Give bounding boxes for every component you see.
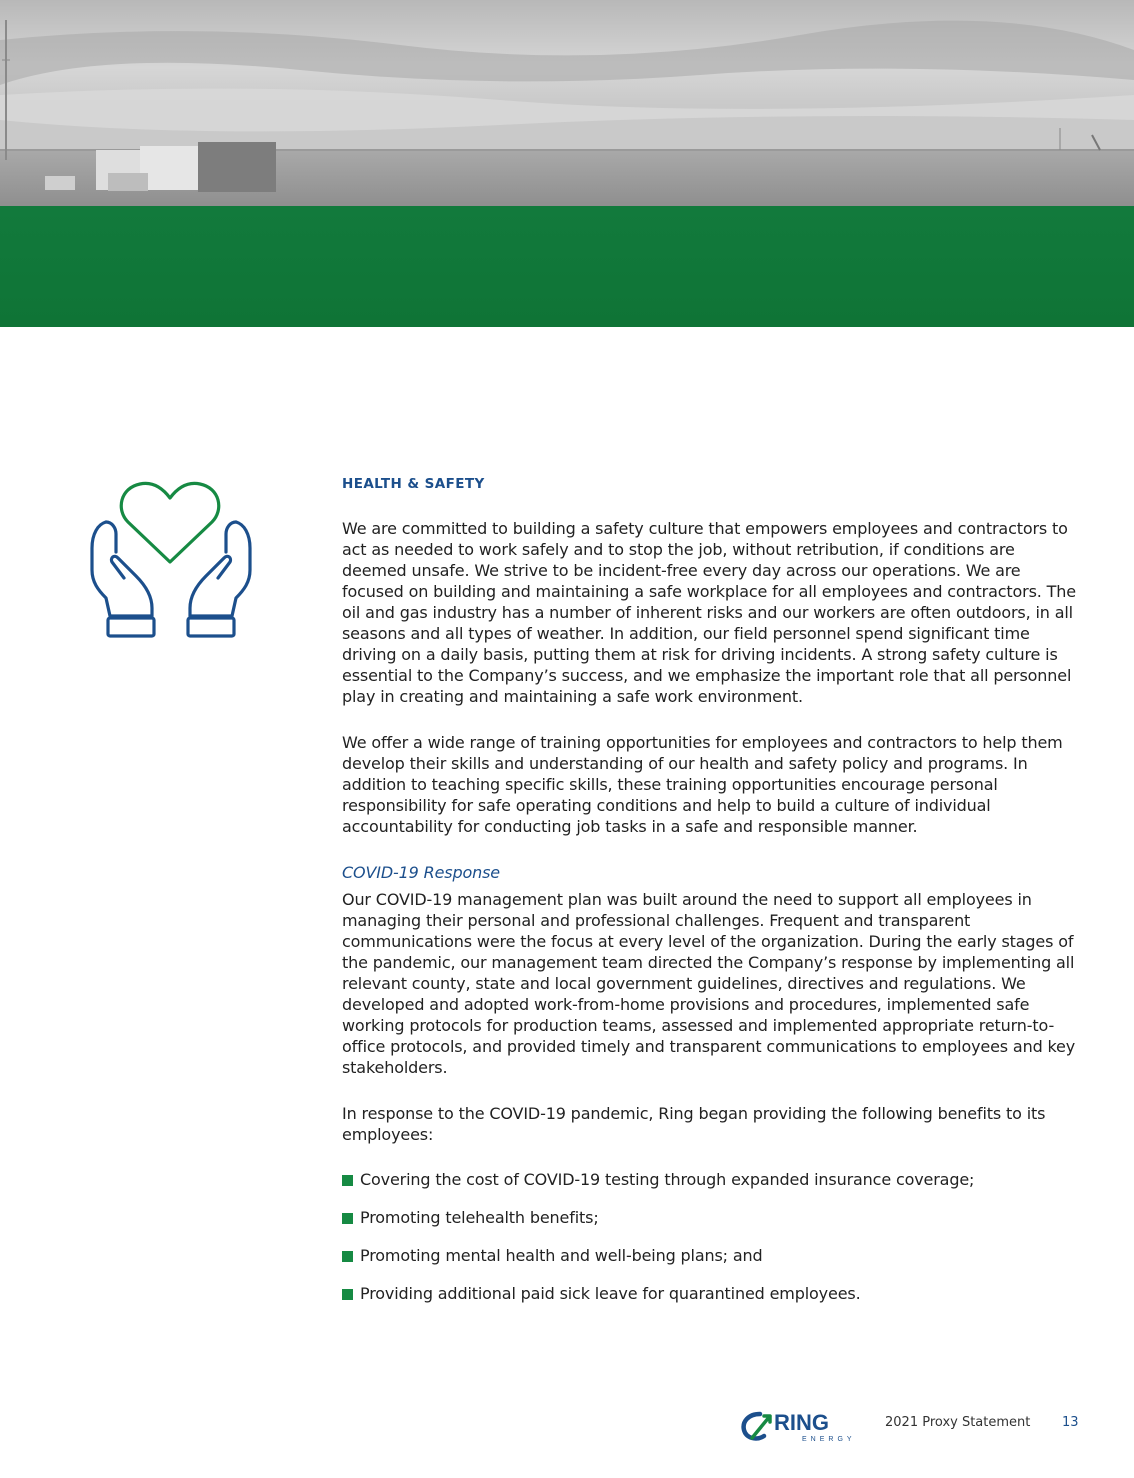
benefits-list	[342, 1169, 1082, 1304]
list-item	[342, 1245, 1082, 1266]
list-item	[342, 1283, 1082, 1304]
ring-energy-logo	[740, 1408, 860, 1444]
bullet-square-icon	[342, 1213, 353, 1224]
covid-subheading: COVID-19 Response	[342, 863, 500, 882]
header-photo	[0, 0, 1134, 206]
health-safety-section	[342, 476, 1082, 1321]
landscape-illustration	[0, 0, 1134, 206]
page-footer	[740, 1408, 1100, 1444]
section-heading: HEALTH & SAFETY	[342, 476, 485, 492]
covid-paragraph-1: Our COVID-19 management plan was built around the need to support all employees in managing their personal and professional challenges. Frequent and transparent communications were the focus at every level of the organization. During the early stages of the pandemic, our management team directed the Company’s response by implementing all relevant county, state and local government guidelines, directives and regulations. We developed and adopted work-from-home provisions and procedures, implemented safe working protocols for production teams, assessed and implemented appropriate return-to-office protocols, and provided timely and transparent communications to employees and key stakeholders.	[342, 890, 1076, 1077]
list-item-text: Promoting telehealth benefits;	[360, 1208, 599, 1227]
page-number: 13	[1062, 1415, 1079, 1430]
body-paragraph-1: We are committed to building a safety culture that empowers employees and contractors to act as needed to work safely and to stop the job, without retribution, if conditions are deemed unsafe. We strive to be incident-free every day across our operations. We are focused on building and maintaining a safe workplace for all employees and contractors. The oil and gas industry has a number of inherent risks and our workers are often outdoors, in all seasons and all types of weather. In addition, our field personnel spend significant time driving on a daily basis, putting them at risk for driving incidents. A strong safety culture is essential to the Company’s success, and we emphasize the important role that all personnel play in creating and maintaining a safe work environment.	[342, 519, 1076, 706]
bullet-square-icon	[342, 1289, 353, 1300]
bullet-square-icon	[342, 1175, 353, 1186]
body-paragraph-2: We offer a wide range of training opportunities for employees and contractors to help them develop their skills and understanding of our health and safety policy and programs. In addition to teaching specific skills, these training opportunities encourage personal responsibility for safe operating conditions and help to build a culture of individual accountability for conducting job tasks in a safe and responsible manner.	[342, 733, 1063, 836]
list-item	[342, 1169, 1082, 1190]
hands-heart-icon	[88, 478, 254, 644]
list-item	[342, 1207, 1082, 1228]
logo-subtext: ENERGY	[802, 1436, 856, 1443]
bullet-square-icon	[342, 1251, 353, 1262]
list-item-text: Providing additional paid sick leave for quarantined employees.	[360, 1284, 861, 1303]
green-header-band	[0, 206, 1134, 327]
list-item-text: Covering the cost of COVID-19 testing through expanded insurance coverage;	[360, 1170, 975, 1189]
document-title: 2021 Proxy Statement	[885, 1415, 1031, 1430]
logo-wordmark: RING	[774, 1410, 829, 1435]
covid-paragraph-2: In response to the COVID-19 pandemic, Ring began providing the following benefits to its employees:	[342, 1104, 1046, 1144]
list-item-text: Promoting mental health and well-being plans; and	[360, 1246, 763, 1265]
